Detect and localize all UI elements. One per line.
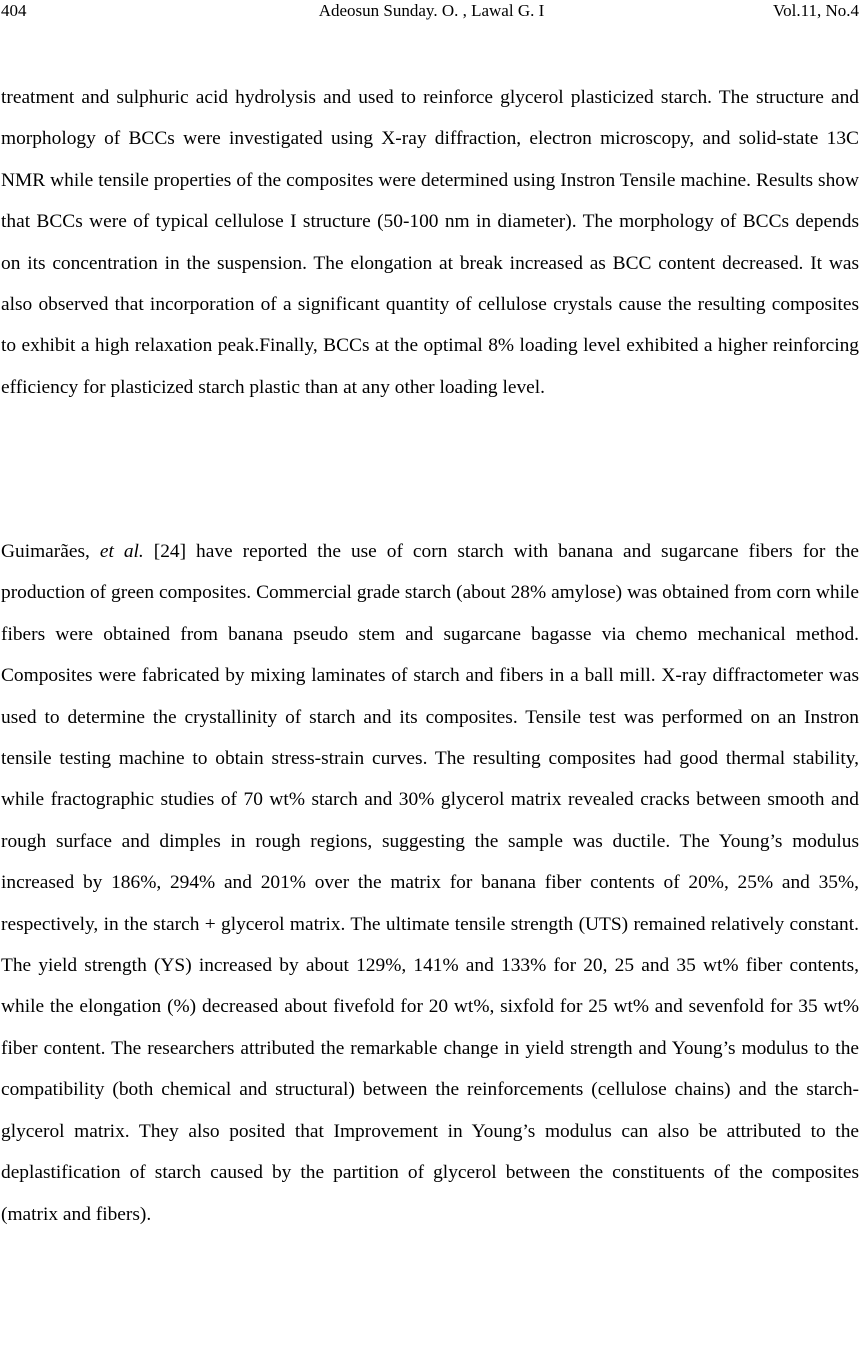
paragraph-2-lead: Guimarães, bbox=[1, 541, 100, 562]
running-header bbox=[0, 0, 863, 30]
page-number: 404 bbox=[1, 1, 27, 20]
body-paragraph-2 bbox=[1, 531, 859, 1235]
journal-volume: Vol.11, No.4 bbox=[773, 1, 859, 20]
paragraph-2-italic-citation: et al. bbox=[99, 541, 144, 562]
header-authors: Adeosun Sunday. O. , Lawal G. I bbox=[318, 1, 545, 20]
paragraph-2-text: [24] have reported the use of corn starch with banana and sugarcane fibers for the production of green composites. Commercial grade starch (about 28% amylose) was obtained from corn while fibers were obtained from banana pseudo stem and sugarcane bagasse via chemo mechanical method. Composites were fabricated by mixing laminates of starch and fibers in a ball mill. X-ray diffractometer was used to determine the crystallinity of starch and its composites. Tensile test was performed on an Instron tensile testing machine to obtain stress-strain curves. The resulting composites had good thermal stability, while fractographic studies of 70 wt% starch and 30% glycerol matrix revealed cracks between smooth and rough surface and dimples in rough regions, suggesting the sample was ductile. The Young’s modulus increased by 186%, 294% and 201% over the matrix for banana fiber contents of 20%, 25% and 35%, respectively, in the starch + glycerol matrix. The ultimate tensile strength (UTS) remained relatively constant. The yield strength (YS) increased by about 129%, 141% and 133% for 20, 25 and 35 wt% fiber contents, while the elongation (%) decreased about fivefold for 20 wt%, sixfold for 25 wt% and sevenfold for 35 wt% fiber content. The researchers attributed the remarkable change in yield strength and Young’s modulus to the compatibility (both chemical and structural) between the reinforcements (cellulose chains) and the starch-glycerol matrix. They also posited that Improvement in Young’s modulus can also be attributed to the deplastification of starch caused by the partition of glycerol between the constituents of the composites (matrix and fibers). bbox=[1, 541, 859, 1225]
body-paragraph-1 bbox=[1, 77, 859, 408]
paragraph-1-text: treatment and sulphuric acid hydrolysis and used to reinforce glycerol plasticized starch. The structure and morphology of BCCs were investigated using X-ray diffraction, electron microscopy, and solid-state 13C NMR while tensile properties of the composites were determined using Instron Tensile machine. Results show that BCCs were of typical cellulose I structure (50-100 nm in diameter). The morphology of BCCs depends on its concentration in the suspension. The elongation at break increased as BCC content decreased. It was also observed that incorporation of a significant quantity of cellulose crystals cause the resulting composites to exhibit a high relaxation peak.Finally, BCCs at the optimal 8% loading level exhibited a higher reinforcing efficiency for plasticized starch plastic than at any other loading level. bbox=[1, 87, 859, 398]
